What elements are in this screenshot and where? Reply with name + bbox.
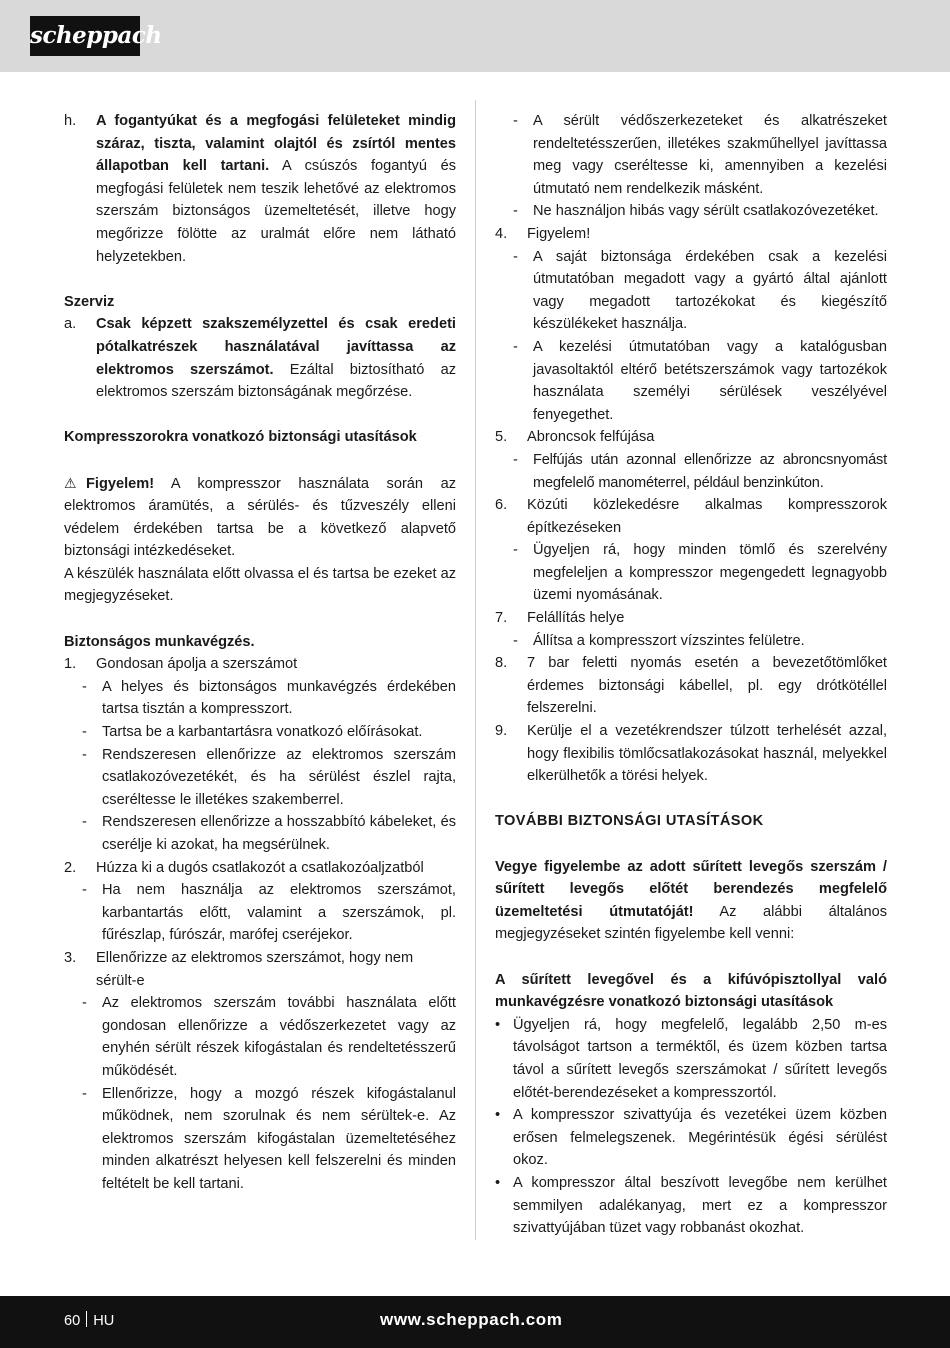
sub-item (64, 721, 456, 744)
sub-text: Ügyeljen rá, hogy minden tömlő és szerelvény megfeleljen a kompresszor megengedett legnagyobb üzemi nyomásának. (533, 542, 887, 604)
dash-marker: - (513, 248, 518, 265)
list-marker: 5. (495, 429, 508, 446)
dash-marker: - (513, 632, 518, 649)
list-text: Figyelem! (527, 225, 591, 242)
list-text (96, 313, 456, 403)
list-item-1 (64, 653, 456, 676)
bullet-marker: • (495, 1016, 501, 1033)
sub-text: Felfújás után azonnal ellenőrizze az abroncsnyomást megfelelő manométerrel, például benzinkúton. (533, 451, 887, 491)
right-column (495, 110, 887, 1240)
section-title-biztonsagos: Biztonságos munkavégzés. (64, 633, 255, 650)
list-text: Ellenőrizze az elektromos szerszámot, hogy nem sérült-e (96, 949, 414, 989)
list-text: Kerülje el a vezetékrendszer túlzott terhelését azzal, hogy flexibilis tömlőcsatlakozásokat használ, melyekkel elkerülhetők a törési helyek. (527, 723, 887, 785)
scheppach-logo: scheppach (30, 16, 140, 56)
sub-text: A helyes és biztonságos munkavégzés érdekében tartsa tisztán a kompresszort. (102, 678, 456, 718)
sub-text: A sérült védőszerkezeteket és alkatrészeket rendeltetésszerűen, illetékes szakműhellyel javíttassa meg vagy cseréltesse ki, amennyiben a kezelési útmutató nem rendelkezik másként. (533, 113, 887, 197)
bullet-item (495, 1014, 887, 1104)
sub-item (64, 744, 456, 812)
sub-text: Az elektromos szerszám további használata előtt gondosan ellenőrizze a védőszerkezetet vagy az enyhén sérült részek kifogástalan és rendeltetésszerű működését. (102, 995, 456, 1079)
sub-item (495, 246, 887, 336)
sub-text: Ellenőrizze, hogy a mozgó részek kifogástalanul működnek, nem szorulnak és nem sérültek-e. Az elektromos szerszám kifogástalan üzemeltetéséhez minden alkatrészt helyesen kell felszerelni és minden feltételt be kell tartani. (102, 1085, 456, 1192)
list-item-8 (495, 652, 887, 720)
sub-item (495, 449, 887, 494)
list-marker: 6. (495, 497, 508, 514)
list-marker: 4. (495, 225, 508, 242)
bullet-marker: • (495, 1107, 501, 1124)
language-code: HU (93, 1313, 115, 1329)
list-item-2 (64, 857, 456, 880)
sub-item (64, 992, 456, 1082)
left-column (64, 110, 456, 1196)
bold-text: Csak képzett szakszemélyzettel és csak eredeti pótalkatrészek használatával javíttassa az elektromos szerszámot. (96, 316, 456, 378)
bullet-item (495, 1104, 887, 1172)
dash-marker: - (82, 882, 87, 899)
sub-text: Rendszeresen ellenőrizze az elektromos szerszám csatlakozóvezetékét, és ha sérülést észlel rajta, cseréltesse le illetékes szakemberrel. (102, 746, 456, 808)
list-marker: 1. (64, 656, 77, 673)
warning-triangle-icon: ⚠ (64, 474, 77, 491)
sub-text: Ne használjon hibás vagy sérült csatlakozóvezetéket. (533, 203, 879, 220)
list-item-a (64, 313, 456, 403)
dash-marker: - (513, 338, 518, 355)
page-header (0, 0, 950, 72)
list-marker: 3. (64, 949, 77, 966)
section-title-surített: A sűrített levegővel és a kifúvópisztollyal való munkavégzésre vonatkozó biztonsági utasítások (495, 971, 887, 1011)
section-title-szerviz: Szerviz (64, 293, 115, 310)
list-text (96, 110, 456, 268)
bullet-text: A kompresszor szivattyúja és vezetékei üzem közben erősen felmelegszenek. Megérintésük égési sérülést okoz. (513, 1107, 887, 1169)
list-text: Közúti közlekedésre alkalmas kompresszorok építkezéseken (527, 497, 887, 536)
list-item-5 (495, 426, 887, 449)
list-marker: 2. (64, 859, 77, 876)
sub-item (64, 879, 456, 947)
list-text: Abroncsok felfújása (527, 429, 655, 446)
body-text: A csúszós fogantyú és megfogási felületek nem teszik lehetővé az elektromos szerszám biztonságos üzemeltetését, illetve hogy megőrizze fölötte az uralmát előre nem látható helyzetekben. (96, 158, 456, 265)
bullet-text: Ügyeljen rá, hogy megfelelő, legalább 2,50 m-es távolságot tartson a terméktől, és üzem közben tartsa távol a sűrített levegős szerszámokat / sűrített levegős előtét-berendezéseket a kompresszortól. (513, 1016, 887, 1101)
column-divider (475, 100, 476, 1240)
sub-text: Állítsa a kompresszort vízszintes felületre. (533, 632, 805, 649)
website-link[interactable]: www.scheppach.com (380, 1310, 563, 1329)
list-item-h (64, 110, 456, 268)
sub-text: Ha nem használja az elektromos szerszámot, karbantartás előtt, valamint a szerszámok, pl. fűrészlap, fúrószár, marófej cseréjekor. (102, 882, 456, 944)
sub-item (495, 110, 887, 200)
list-marker: 7. (495, 610, 508, 627)
sub-text: Rendszeresen ellenőrizze a hosszabbító kábeleket, és cserélje ki azokat, ha megsérülnek. (102, 814, 456, 853)
bullet-text: A kompresszor által beszívott levegőbe nem kerülhet semmilyen adalékanyag, mert ez a kompresszor szivattyújában tüzet vagy robbanást okozhat. (513, 1174, 887, 1237)
dash-marker: - (82, 995, 87, 1012)
sub-text: A kezelési útmutatóban vagy a katalógusban javasoltaktól eltérő betétszerszámok vagy tartozékok használata személyi sérülések veszélyével fenyegethet. (533, 338, 887, 423)
dash-marker: - (82, 724, 87, 741)
sub-item (495, 630, 887, 653)
body-text: A kompresszor használata során az elektromos áramütés, a sérülés- és tűzveszély elleni védelem érdekében tartsa be a következő alapvető biztonsági intézkedéseket. (64, 475, 456, 560)
separator (86, 1311, 87, 1327)
sub-item (495, 539, 887, 607)
sub-text: Tartsa be a karbantartásra vonatkozó előírásokat. (102, 724, 423, 741)
sub-item (64, 676, 456, 721)
body-text: Az alábbi általános megjegyzéseket szintén figyelembe kell venni: (495, 903, 887, 943)
page-number-block (64, 1310, 114, 1332)
list-text: 7 bar feletti nyomás esetén a bevezetőtömlőket érdemes biztonsági kábellel, pl. egy drótkötéllel felszerelni. (527, 655, 887, 717)
dash-marker: - (82, 814, 87, 831)
list-item-6 (495, 494, 887, 539)
page-number: 60 (64, 1313, 81, 1329)
dash-marker: - (513, 542, 518, 559)
body-text: Ezáltal biztosítható az elektromos szerszám biztonságának megőrzése. (96, 361, 456, 401)
dash-marker: - (82, 746, 87, 763)
sub-item (64, 1083, 456, 1196)
list-item-7 (495, 607, 887, 630)
warning-paragraph (64, 472, 456, 563)
dash-marker: - (513, 203, 518, 220)
bold-text: Vegye figyelembe az adott sűrített levegős szerszám / sűrített levegős előtét berendezés megfelelő üzemeltetési útmutatóját! (495, 858, 887, 920)
list-marker: 9. (495, 723, 508, 740)
dash-marker: - (513, 451, 518, 468)
section-title-tovabbi: TOVÁBBI BIZTONSÁGI UTASÍTÁSOK (495, 813, 764, 830)
list-text: Gondosan ápolja a szerszámot (96, 656, 298, 673)
list-item-9 (495, 720, 887, 788)
list-item-4 (495, 223, 887, 246)
bullet-item (495, 1172, 887, 1240)
list-text: Húzza ki a dugós csatlakozót a csatlakozóaljzatból (96, 859, 424, 876)
bold-text: A fogantyúkat és a megfogási felületeket mindig száraz, tiszta, valamint olajtól és zsírtól mentes állapotban kell tartani. (96, 113, 456, 175)
bullet-marker: • (495, 1174, 501, 1191)
list-item-3 (64, 947, 456, 992)
list-marker: h. (64, 113, 77, 129)
list-text: Felállítás helye (527, 610, 625, 627)
dash-marker: - (82, 678, 87, 695)
vegye-paragraph (495, 856, 887, 946)
sub-item (64, 811, 456, 856)
sub-item (495, 200, 887, 223)
read-instructions-text: A készülék használata előtt olvassa el és tartsa be ezeket az megjegyzéseket. (64, 565, 456, 605)
sub-item (495, 336, 887, 426)
dash-marker: - (513, 113, 518, 129)
bold-text: Figyelem! (86, 475, 155, 492)
section-title-kompresszor: Kompresszorokra vonatkozó biztonsági utasítások (64, 429, 417, 446)
list-marker: a. (64, 316, 77, 333)
sub-text: A saját biztonsága érdekében csak a kezelési útmutatóban megadott vagy a gyártó által ajánlott vagy megadott tartozékokat és kiegészítő készülékeket használja. (533, 248, 887, 333)
page-footer (0, 1296, 950, 1348)
list-marker: 8. (495, 655, 508, 672)
dash-marker: - (82, 1085, 87, 1102)
